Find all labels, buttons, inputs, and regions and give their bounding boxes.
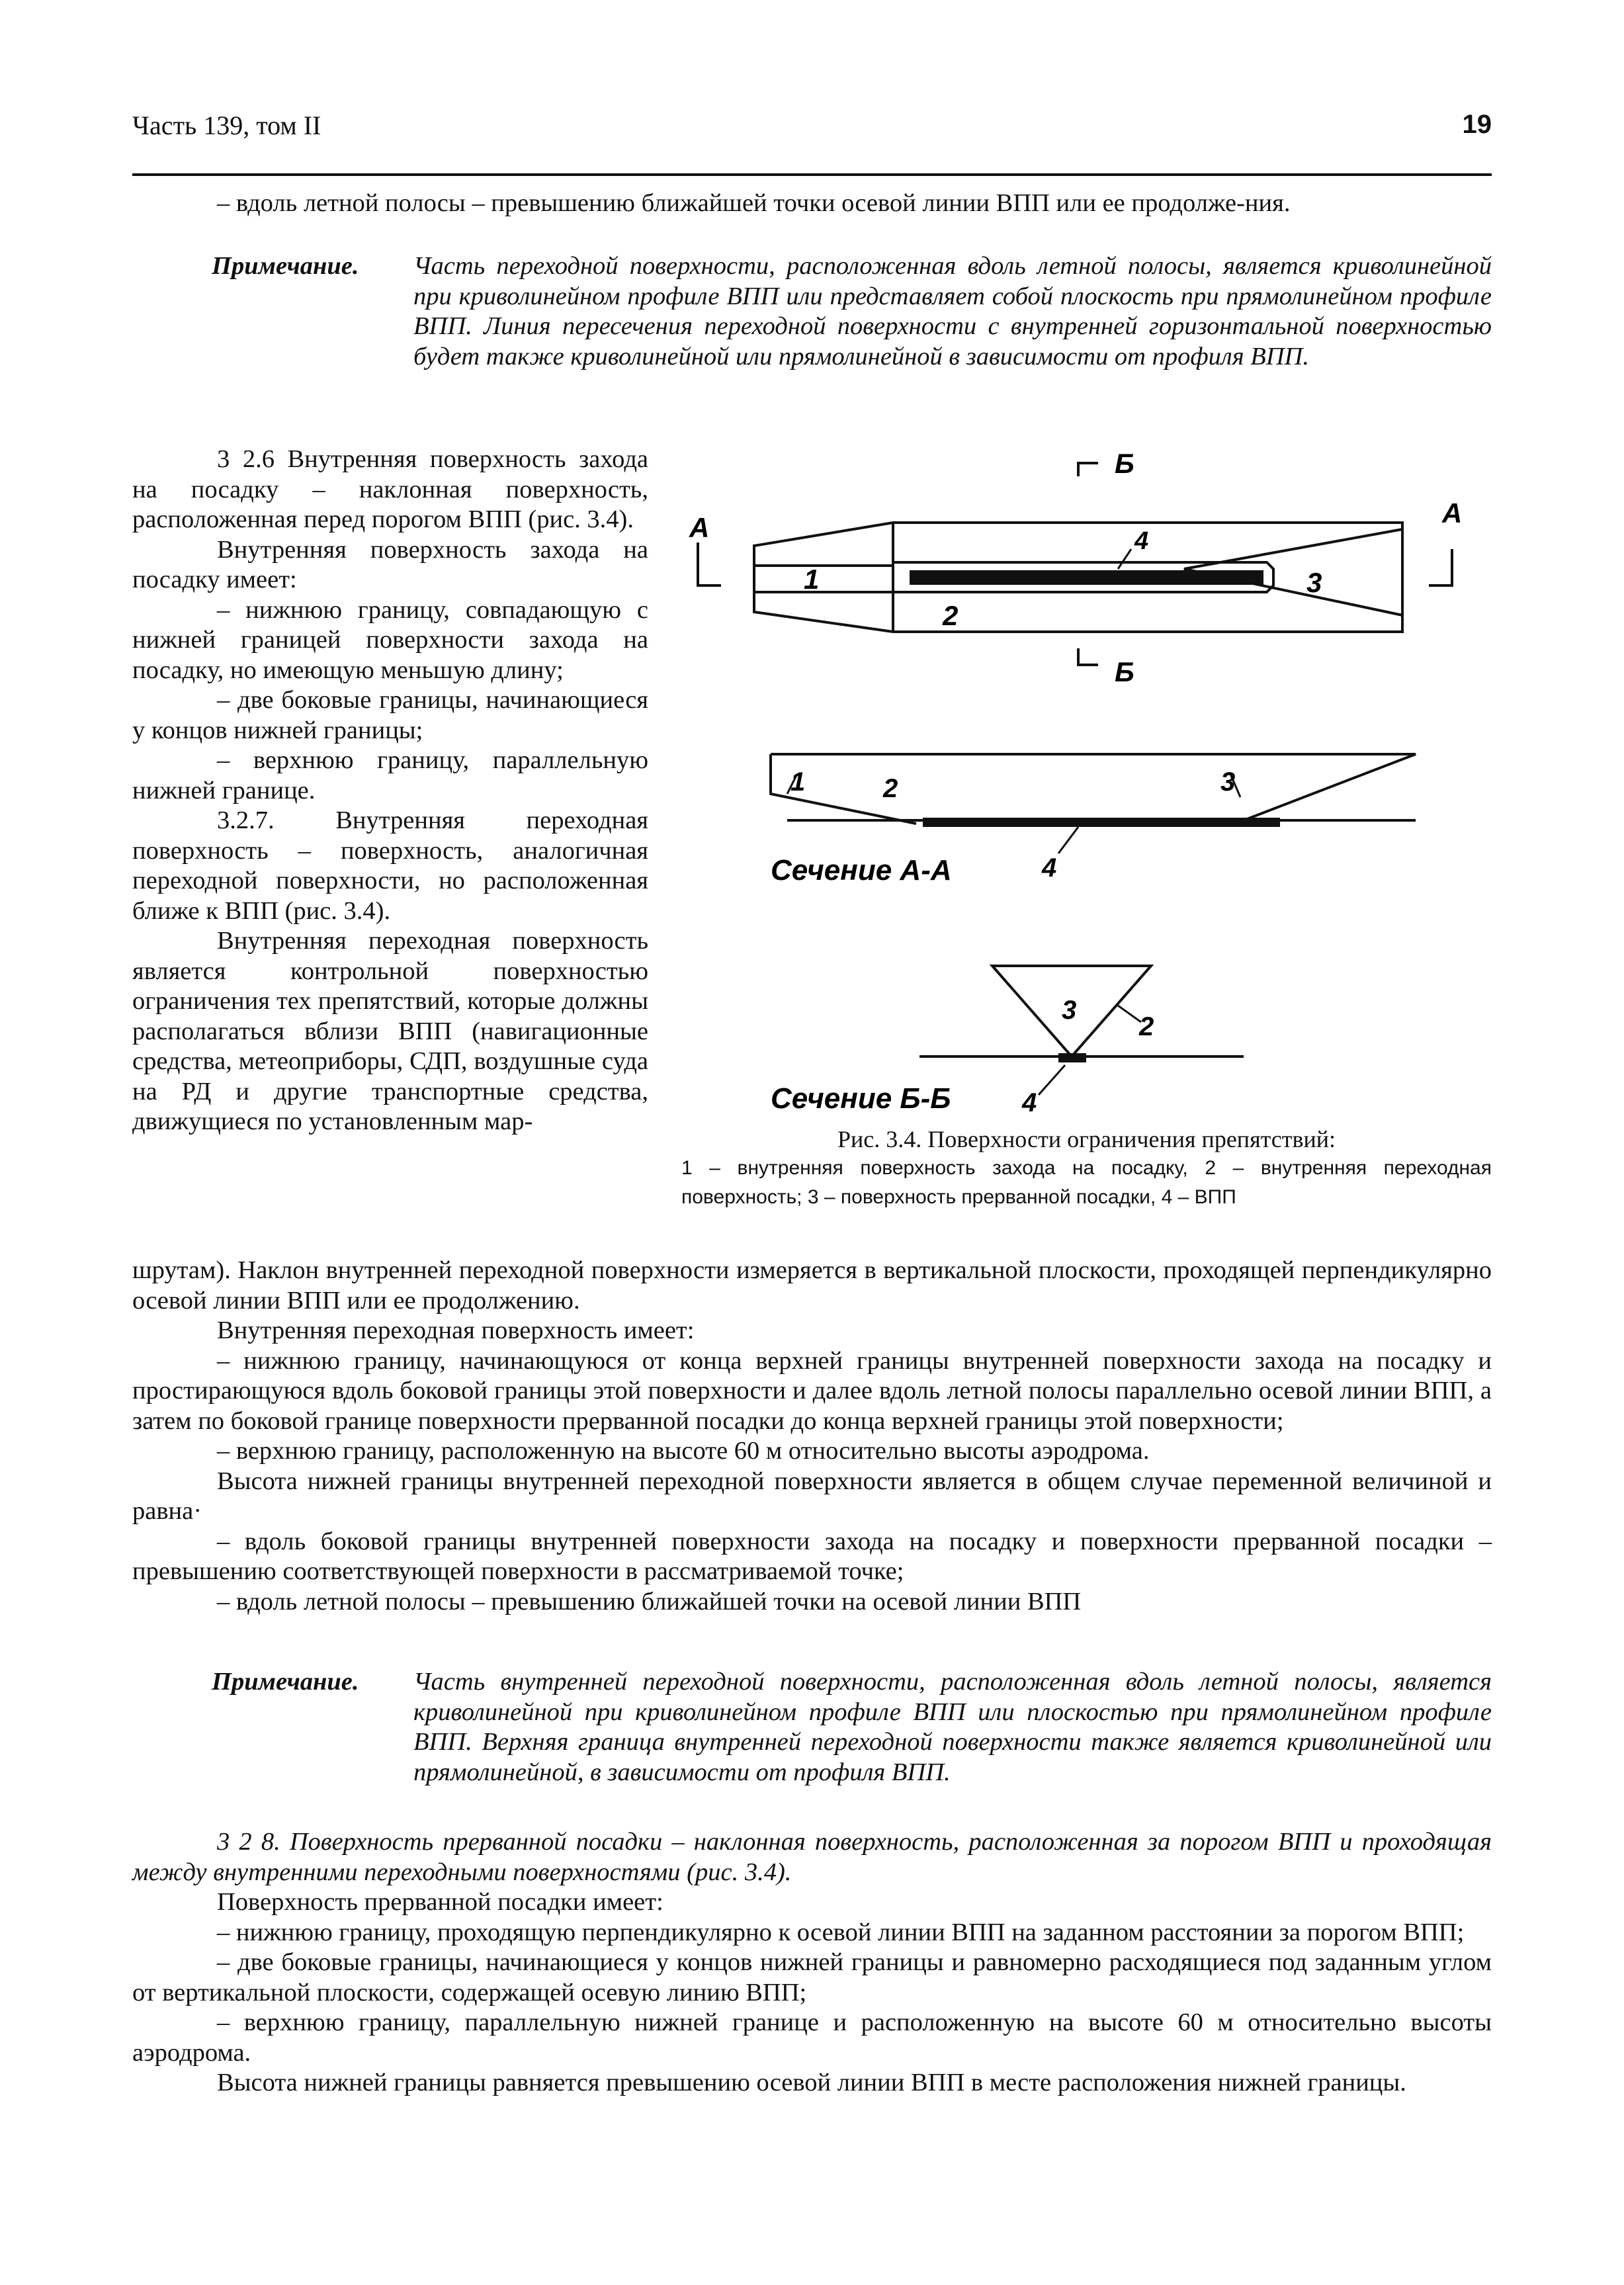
plan-label-2: 2 (943, 600, 959, 631)
plan-label-4: 4 (1134, 527, 1149, 555)
para-inner-transitional-has: Внутренняя переходная поверхность имеет: (217, 1316, 695, 1344)
page-number: 19 (1462, 110, 1492, 139)
note-1-label: Примечание. (212, 252, 359, 280)
section-a-a-runway (923, 818, 1280, 827)
para-along-side: – вдоль боковой границы внутренней поверхности захода на посадку и поверхности прерванной посадки – превышению соответствующей поверхности в рассматриваемой точке; (132, 1527, 1492, 1585)
para-balked-height: Высота нижней границы равняется превышению осевой линии ВПП в месте расположения нижней границы. (217, 2069, 1406, 2096)
figure-caption-title: Рис. 3.4. Поверхности ограничения препятствий: (837, 1126, 1336, 1152)
figure-caption (681, 1125, 1492, 1212)
section-b-b-label-3: 3 (1062, 996, 1077, 1025)
section-a-a-title: Сечение А-А (771, 854, 952, 886)
para-3-2-8: 3 2 8. Поверхность прерванной посадки – наклонная поверхность, расположенная за порогом ВПП и проходящая между внутренними переходными поверхностями (рис. 3.4). (132, 1828, 1492, 1886)
section-a-a-label-3: 3 (1220, 767, 1236, 797)
running-header: Часть 139, том II (132, 110, 321, 140)
para-balked-has: Поверхность прерванной посадки имеет: (217, 1888, 663, 1916)
body-text (132, 1256, 1492, 1617)
para-inner-transitional-upper: – верхнюю границу, расположенную на высоте 60 м относительно высоты аэродрома. (217, 1437, 1150, 1465)
note-2 (212, 1667, 1492, 1788)
plan-label-1: 1 (804, 564, 820, 595)
section-a-a-label-4: 4 (1042, 853, 1057, 883)
para-3-2-7: 3.2.7. Внутренняя переходная поверхность – поверхность, аналогичная переходной поверхности, но расположенная ближе к ВПП (рис. 3.4). (132, 806, 648, 925)
tail-text (132, 1827, 1492, 2098)
para-upper-boundary: – верхнюю границу, параллельную нижней границе. (132, 746, 648, 804)
para-balked-lower: – нижнюю границу, проходящую перпендикулярно к осевой линии ВПП на заданном расстоянии за порогом ВПП; (217, 1918, 1465, 1946)
plan-runway (910, 570, 1263, 585)
para-3-2-6: 3 2.6 Внутренняя поверхность захода на посадку – наклонная поверхность, расположенная перед порогом ВПП (рис. 3.4). (132, 445, 648, 533)
plan-label-b-bottom: Б (1115, 656, 1134, 687)
para-inner-transitional-lower: – нижнюю границу, начинающуюся от конца верхней границы внутренней поверхности захода на посадку и простирающуюся вдоль боковой границы этой поверхности и далее вдоль летной полосы параллельно осевой линии ВПП, а затем по боковой границе поверхности прерванной посадки до конца верхней границы этой поверхности; (132, 1346, 1492, 1435)
section-b-b-label-2: 2 (1139, 1012, 1154, 1041)
plan-label-3: 3 (1306, 567, 1322, 598)
section-b-b-runway (1058, 1053, 1086, 1062)
intro-line: – вдоль летной полосы – превышению ближайшей точки осевой линии ВПП или ее продолже-ния. (217, 189, 1291, 217)
para-balked-upper: – верхнюю границу, параллельную нижней границе и расположенную на высоте 60 м относительно высоты аэродрома. (132, 2008, 1492, 2067)
figure-caption-legend: 1 – внутренняя поверхность захода на посадку, 2 – внутренняя переходная поверхность; 3 – поверхность прерванной посадки, 4 – ВПП (681, 1157, 1492, 1208)
section-b-b (919, 966, 1244, 1095)
plan-label-a-right: А (1442, 497, 1463, 529)
plan-label-b-top: Б (1115, 448, 1134, 479)
section-a-a (771, 754, 1416, 853)
para-inner-approach-has: Внутренняя поверхность захода на посадку имеет: (132, 535, 648, 593)
para-along-strip: – вдоль летной полосы – превышению ближайшей точки на осевой линии ВПП (217, 1587, 1082, 1616)
section-a-a-label-2: 2 (883, 774, 898, 803)
note-1-text: Часть переходной поверхности, расположенная вдоль летной полосы, является криволинейной при криволинейном профиле ВПП или представляет собой плоскость при прямолинейном профиле ВПП. Линия пересечения переходной поверхности с внутренней горизонтальной поверхностью будет также криволинейной или прямолинейной в зависимости от профиля ВПП. (413, 252, 1492, 370)
para-lower-height: Высота нижней границы внутренней переходной поверхности является в общем случае переменной величиной и равна· (132, 1467, 1492, 1525)
plan-label-a-left: А (689, 512, 710, 543)
para-slope-measured: шрутам). Наклон внутренней переходной поверхности измеряется в вертикальной плоскости, проходящей перпендикулярно осевой линии ВПП или ее продолжению. (132, 1256, 1492, 1315)
para-lower-boundary: – нижнюю границу, совпадающую с нижней границей поверхности захода на посадку, но имеющую меньшую длину; (132, 595, 648, 684)
note-2-label: Примечание. (212, 1668, 359, 1696)
section-b-b-label-4: 4 (1022, 1088, 1037, 1117)
section-b-b-title: Сечение Б-Б (771, 1082, 951, 1115)
para-side-boundaries: – две боковые границы, начинающиеся у концов нижней границы; (132, 686, 648, 744)
section-a-a-label-1: 1 (791, 767, 806, 797)
para-inner-transitional-control: Внутренняя переходная поверхность является контрольной поверхностью ограничения тех препятствий, которые должны располагаться вблизи ВПП (навигационные средства, метеоприборы, СДП, воздушные суда на РД и другие транспортные средства, движущиеся по установленным мар- (132, 927, 648, 1135)
note-2-text: Часть внутренней переходной поверхности, расположенная вдоль летной полосы, является криволинейной при криволинейном профиле ВПП или плоскостью при прямолинейном профиле ВПП. Верхняя граница внутренней переходной поверхности также является криволинейной или прямолинейной, в зависимости от профиля ВПП. (413, 1668, 1492, 1786)
para-balked-sides: – две боковые границы, начинающиеся у концов нижней границы и равномерно расходящиеся под заданным углом от вертикальной плоскости, содержащей осевую линию ВПП; (132, 1948, 1492, 2006)
